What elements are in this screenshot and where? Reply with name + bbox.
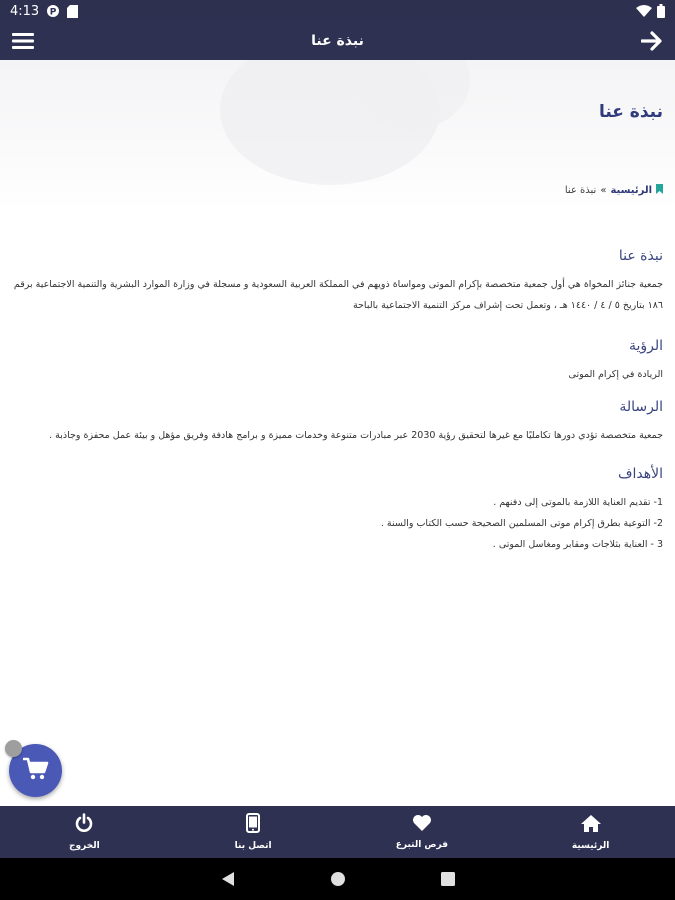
breadcrumb-separator: »: [600, 185, 607, 196]
bottom-nav: [0, 806, 675, 858]
nav-home-label: الرئيسية: [571, 840, 610, 851]
list-item: 1- تقديم العناية اللازمة بالموتى إلى دفنهم .: [493, 497, 663, 508]
back-triangle-icon[interactable]: [217, 868, 239, 890]
system-nav-bar: [0, 858, 675, 900]
phone-icon: [246, 813, 260, 837]
mission-text: جمعية متخصصة تؤدي دورها تكامليًا مع غيرها لتحقيق رؤية 2030 عبر مبادرات متنوعة وخدمات مميزة و برامج هادفة وفريق مؤهل و بيئة عمل محفزة وجاذبة .: [49, 430, 663, 441]
wifi-icon: [636, 5, 652, 17]
breadcrumb-current: نبذة عنا: [564, 185, 597, 196]
nav-logout[interactable]: [24, 813, 144, 851]
power-icon: [74, 813, 94, 837]
app-bar: [0, 22, 675, 60]
breadcrumb-home-link[interactable]: الرئيسية: [610, 185, 652, 196]
bookmark-icon: [656, 184, 663, 197]
goals-title: الأهداف: [617, 466, 663, 482]
content-area: [0, 210, 675, 555]
nav-contact-label: اتصل بنا: [234, 841, 272, 851]
home-circle-icon[interactable]: [327, 868, 349, 890]
about-text: جمعية جنائز المخواة هي أول جمعية متخصصة بإكرام الموتى ومواساة ذويهم في المملكة العربية السعودية و مسجلة في وزارة الموارد البشرية والتنمية الاجتماعية برقم ١٨٦ بتاريخ ٥ / ٤ / ١٤٤٠ هـ ، وتعمل تحت إشراف مركز التنمية الاجتماعية بالباحة: [13, 279, 663, 311]
nav-contact[interactable]: [193, 813, 313, 851]
status-left: [10, 4, 78, 19]
hero-background-decoration: [180, 60, 500, 210]
status-right: [636, 4, 665, 18]
recents-square-icon[interactable]: [437, 868, 459, 890]
battery-icon: [657, 4, 665, 18]
breadcrumb: [565, 184, 663, 197]
sd-card-icon: [67, 5, 78, 18]
vision-title: الرؤية: [628, 338, 663, 354]
goals-list: [12, 492, 663, 555]
svg-text:P: P: [49, 7, 57, 18]
fab-badge-dot: [5, 740, 22, 757]
nav-logout-label: الخروج: [69, 841, 100, 851]
status-bar: [0, 0, 675, 22]
cart-icon: [23, 757, 49, 785]
page-title: نبذة عنا: [598, 102, 663, 122]
about-title: نبذة عنا: [618, 248, 663, 264]
page-hero: [0, 60, 675, 210]
heart-icon: [412, 814, 432, 836]
nav-donate[interactable]: [362, 814, 482, 850]
mission-title: الرسالة: [619, 399, 663, 415]
home-icon: [580, 814, 602, 837]
arrow-right-icon[interactable]: [639, 28, 665, 54]
vision-text: الريادة في إكرام الموتى: [568, 369, 663, 380]
nav-home[interactable]: [531, 814, 651, 851]
hamburger-icon[interactable]: [10, 28, 36, 54]
status-time: 4:13: [10, 3, 40, 19]
list-item: 3 - العناية بثلاجات ومقابر ومغاسل الموتى .: [492, 539, 663, 550]
app-bar-title: نبذة عنا: [311, 33, 364, 49]
list-item: 2- التوعية بطرق إكرام موتى المسلمين الصحيحة حسب الكتاب والسنة .: [380, 518, 663, 529]
nav-donate-label: فرص التبرع: [395, 840, 449, 850]
notification-icon: [46, 4, 60, 18]
